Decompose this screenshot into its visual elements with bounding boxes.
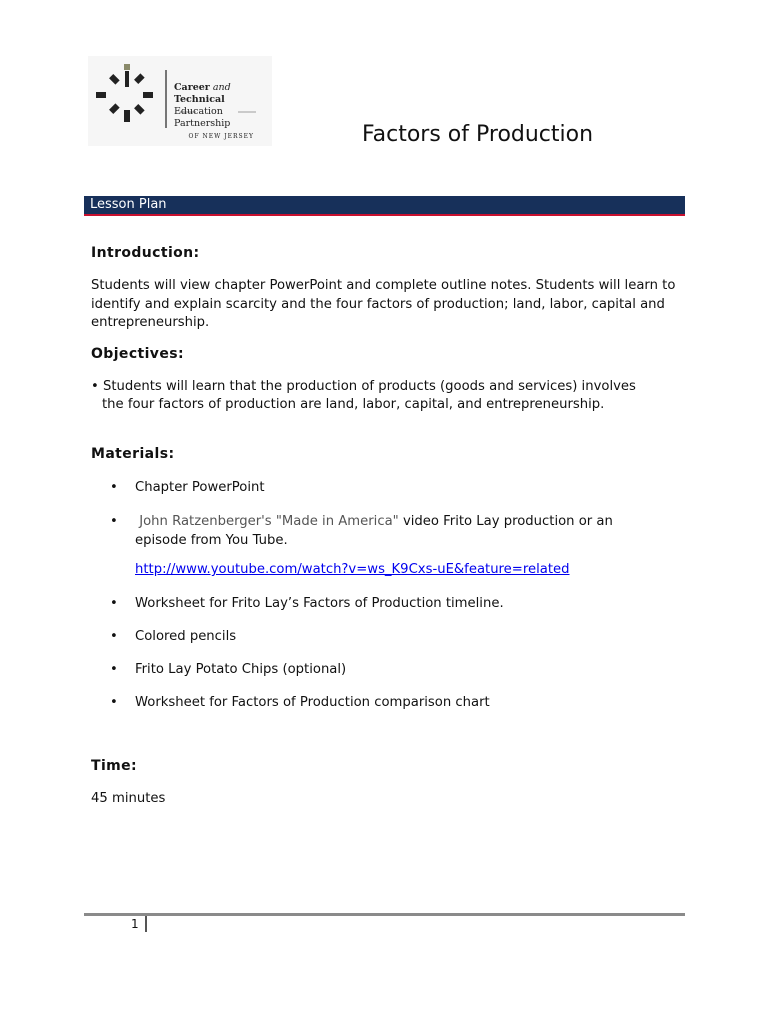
logo-text [174, 82, 272, 143]
video-title: John Ratzenberger's "Made in America" [139, 514, 399, 529]
list-item-text: Chapter PowerPoint [135, 480, 265, 495]
page-title: Factors of Production [362, 122, 594, 147]
video-description-line-1: video Frito Lay production or an [398, 514, 613, 529]
list-item-text: Worksheet for Factors of Production comparison chart [135, 695, 490, 710]
list-bullet: • [110, 514, 118, 529]
list-item-text [135, 512, 665, 550]
list-bullet: • [110, 480, 118, 495]
video-description-line-2: episode from You Tube. [135, 533, 288, 548]
objectives-item [91, 378, 681, 397]
list-item [110, 512, 670, 552]
objectives-item-line-1: Students will learn that the production of products (goods and services) involves [102, 379, 636, 394]
list-bullet: • [110, 596, 118, 611]
list-item-text: Worksheet for Frito Lay’s Factors of Production timeline. [135, 596, 504, 611]
introduction-heading: Introduction: [91, 245, 200, 261]
logo [88, 56, 272, 146]
footer-divider [84, 913, 685, 916]
list-item-text: Colored pencils [135, 629, 237, 644]
introduction-body: Students will view chapter PowerPoint and complete outline notes. Students will learn to identify and explain scarcity and the four factors of production; land, labor, capital and entrepreneurship. [91, 278, 676, 330]
logo-line-3: OF NEW JERSEY [188, 133, 254, 140]
list-bullet: • [110, 629, 118, 644]
objectives-item-line-2: the four factors of production are land, labor, capital, and entrepreneurship. [102, 397, 605, 412]
list-item-text: Frito Lay Potato Chips (optional) [135, 662, 347, 677]
objectives-bullet: • [91, 379, 99, 394]
video-link[interactable]: http://www.youtube.com/watch?v=ws_K9Cxs-uE&feature=related [135, 562, 570, 577]
page-number: 1 [131, 917, 139, 931]
section-header-label: Lesson Plan [90, 197, 167, 212]
materials-heading: Materials: [91, 446, 175, 462]
page-number-divider [145, 916, 147, 932]
logo-line-2: Education Partnership [174, 106, 231, 129]
logo-line-1: Career and Technical [174, 82, 231, 105]
time-heading: Time: [91, 758, 138, 774]
time-value: 45 minutes [91, 791, 166, 806]
objectives-heading: Objectives: [91, 346, 184, 362]
section-header-bar [84, 196, 685, 216]
list-bullet: • [110, 695, 118, 710]
list-bullet: • [110, 662, 118, 677]
